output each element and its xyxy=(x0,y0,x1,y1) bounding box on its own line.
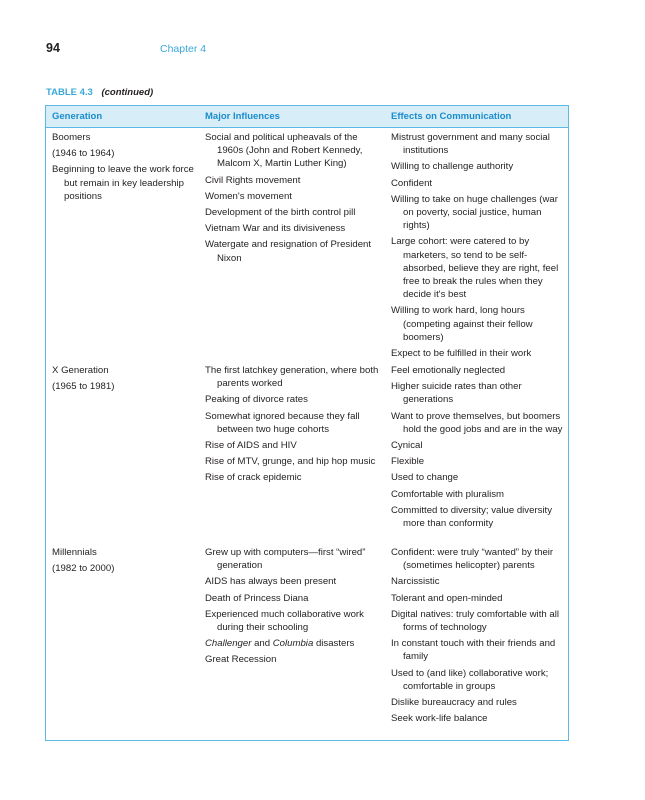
header-generation: Generation xyxy=(52,111,103,122)
influence-item: Watergate and resignation of President Nixon xyxy=(205,239,372,264)
effect-item: Narcissistic xyxy=(391,576,440,588)
effect-item: Confident: were truly “wanted” by their (sometimes helicopter) parents xyxy=(391,547,554,572)
generations-table xyxy=(45,105,569,741)
effect-item: Committed to diversity; value diversity more than conformity xyxy=(391,504,553,530)
page-number: 94 xyxy=(46,41,60,55)
influence-item: The first latchkey generation, where both parents worked xyxy=(205,365,379,390)
generation-name: Boomers xyxy=(52,132,91,143)
effect-item: Confident xyxy=(391,177,433,189)
effect-item: Tolerant and open-minded xyxy=(391,592,503,604)
effect-item: Comfortable with pluralism xyxy=(391,488,505,500)
influence-item: Experienced much collaborative work during their schooling xyxy=(205,608,364,634)
row-boomers-generation xyxy=(52,131,202,206)
generation-years: (1946 to 1964) xyxy=(52,148,115,160)
conjunction: and xyxy=(251,638,273,650)
chapter-title: Chapter 4 xyxy=(160,43,207,55)
influence-item: Death of Princess Diana xyxy=(205,592,309,604)
effect-item: Higher suicide rates than other generations xyxy=(391,381,522,406)
generation-years: (1965 to 1981) xyxy=(52,381,115,393)
effect-item: Willing to work hard, long hours (competing against their fellow boomers) xyxy=(391,305,533,343)
header-effects: Effects on Communication xyxy=(391,111,512,122)
effect-item: Willing to challenge authority xyxy=(391,161,514,173)
effect-item: Seek work-life balance xyxy=(391,713,488,725)
influence-item-disasters xyxy=(205,637,385,650)
row-millennials-effects xyxy=(391,546,566,728)
influence-item: AIDS has always been present xyxy=(205,576,337,588)
influence-item: Great Recession xyxy=(205,654,277,666)
effect-item: Dislike bureaucracy and rules xyxy=(391,697,517,709)
table-header xyxy=(46,106,568,128)
row-x-generation xyxy=(52,364,202,396)
effect-item: In constant touch with their friends and family xyxy=(391,638,556,663)
effect-item: Willing to take on huge challenges (war on poverty, social justice, human rights) xyxy=(391,193,558,232)
shuttle-challenger: Challenger xyxy=(205,638,252,650)
row-x-effects xyxy=(391,364,566,533)
generation-note: Beginning to leave the work force but remain in key leadership positions xyxy=(52,164,194,202)
table-number: TABLE 4.3 xyxy=(46,87,93,98)
influence-item: Vietnam War and its divisiveness xyxy=(205,223,346,235)
influence-item: Rise of MTV, grunge, and hip hop music xyxy=(205,456,376,468)
row-millennials-generation xyxy=(52,546,202,578)
influence-item: Somewhat ignored because they fall between two huge cohorts xyxy=(205,410,360,435)
table-caption xyxy=(46,87,153,98)
effect-item: Flexible xyxy=(391,456,425,468)
effect-item: Used to change xyxy=(391,472,459,484)
influence-item: Social and political upheavals of the 1960s (John and Robert Kennedy, Malcom X, Martin Luther King) xyxy=(205,132,363,170)
disasters-word: disasters xyxy=(313,638,355,650)
row-boomers-influences xyxy=(205,131,385,268)
effect-item: Want to prove themselves, but boomers hold the good jobs and are in the way xyxy=(391,410,563,435)
row-millennials-influences xyxy=(205,546,385,670)
effect-item: Mistrust government and many social institutions xyxy=(391,132,550,157)
row-x-influences xyxy=(205,364,385,488)
effect-item: Expect to be fulfilled in their work xyxy=(391,348,532,360)
influence-item: Grew up with computers—first “wired” generation xyxy=(205,547,366,572)
influence-item: Rise of crack epidemic xyxy=(205,472,302,484)
influence-item: Civil Rights movement xyxy=(205,174,301,186)
effect-item: Cynical xyxy=(391,440,423,452)
effect-item: Used to (and like) collaborative work; comfortable in groups xyxy=(391,667,549,692)
influence-item: Women's movement xyxy=(205,190,292,202)
effect-item: Large cohort: were catered to by marketers, so tend to be self-absorbed, believe they are right, feel free to break the rules when they decide it's best xyxy=(391,236,559,301)
generation-name: Millennials xyxy=(52,547,97,558)
shuttle-columbia: Columbia xyxy=(272,638,314,650)
generation-name: X Generation xyxy=(52,365,109,376)
influence-item: Rise of AIDS and HIV xyxy=(205,440,297,452)
generation-years: (1982 to 2000) xyxy=(52,563,115,575)
header-influences: Major Influences xyxy=(205,111,280,122)
row-boomers-effects xyxy=(391,131,566,363)
influence-item: Development of the birth control pill xyxy=(205,207,356,219)
effect-item: Digital natives: truly comfortable with all forms of technology xyxy=(391,608,559,634)
table-continued: (continued) xyxy=(101,87,154,98)
effect-item: Feel emotionally neglected xyxy=(391,365,506,376)
influence-item: Peaking of divorce rates xyxy=(205,394,308,406)
